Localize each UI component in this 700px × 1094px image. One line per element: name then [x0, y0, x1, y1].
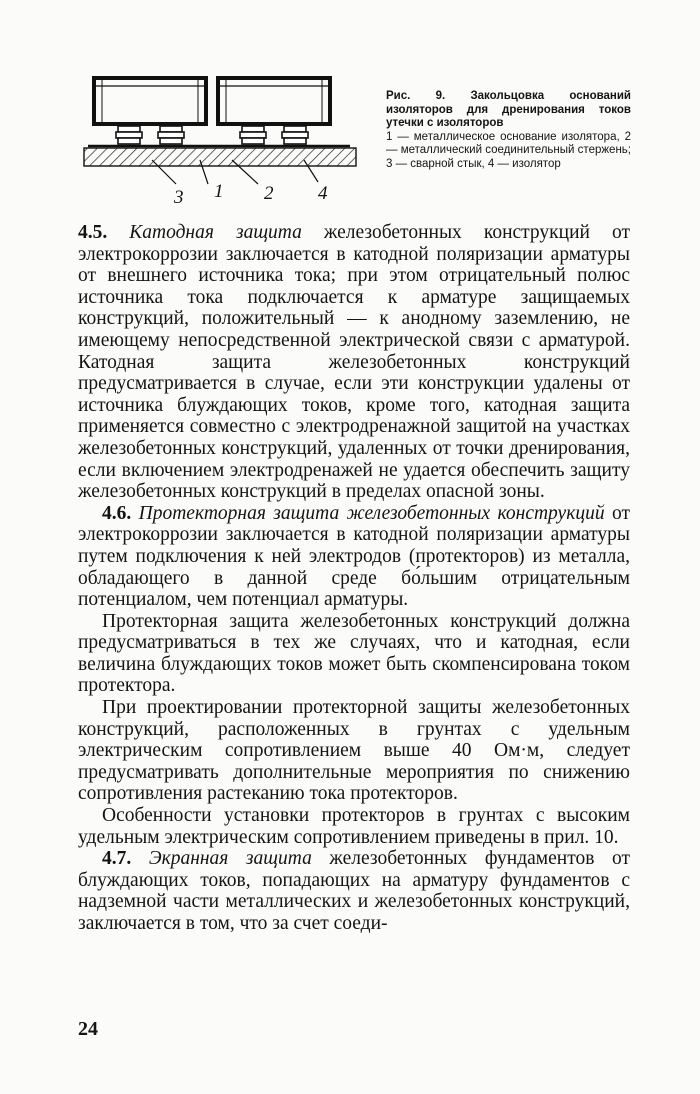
paragraph	[78, 697, 630, 805]
right-structure-block	[218, 78, 330, 124]
page-number: 24	[78, 1018, 98, 1040]
section-number: 4.6.	[102, 502, 132, 524]
paragraph-text: Особенности установки протекторов в грунтах с высоким удельным электрическим сопротивлением приведены в прил. 10.	[78, 805, 630, 848]
paragraph	[78, 611, 630, 697]
paragraph-4-6	[78, 503, 630, 611]
left-structure-block	[94, 78, 206, 124]
section-lead: Катодная защита	[107, 222, 302, 243]
paragraph-4-7	[78, 848, 630, 934]
caption-legend: 1 — металлическое основание изолятора, 2 — металлический соединительный стержень; 3 — сварной стык, 4 — изолятор	[386, 130, 631, 170]
paragraph	[78, 805, 630, 848]
section-number: 4.7.	[102, 848, 132, 870]
callout-label-3: 3	[174, 187, 184, 208]
section-lead: Протекторная защита железобетонных конструкций	[131, 502, 605, 524]
caption-title: Рис. 9. Закольцовка оснований изоляторов для дренирования токов утечки с изоляторов	[386, 90, 631, 129]
callout-label-1: 1	[214, 181, 224, 202]
callout-label-2: 2	[264, 183, 274, 204]
section-lead: Экранная защита	[131, 848, 312, 870]
callout-label-4: 4	[318, 183, 328, 204]
section-number: 4.5.	[78, 222, 108, 243]
paragraph-text: железобетонных фундаментов от блуждающих токов, попадающих на арматуру фундаментов с надземной части металлических и железобетонных конструкций, заключается в том, что за счет соеди-	[78, 848, 631, 934]
paragraph-text: железобетонных конструкций от электрокоррозии заключается в катодной поляризации арматуры от внешнего источника тока; при этом отрицательный полюс источника тока подключается к арматуре защищаемых конструкций, положительный — к анодному заземлению, не имеющему непосредственной электрической связи с арматурой. Катодная защита железобетонных конструкций предусматривается в случае, если эти конструкции удалены от источника блуждающих токов, кроме того, катодная защита применяется совместно с электродренажной защитой на участках железобетонных конструкций, удаленных от точки дренирования, если включением электродренажей не удается обеспечить защиту железобетонных конструкций в пределах опасной зоны.	[78, 222, 630, 503]
insulator-diagram	[78, 68, 378, 208]
foundation-base	[84, 148, 356, 166]
body-text	[78, 222, 630, 935]
paragraph-text: от электрокоррозии заключается в катодной поляризации арматуры путем подключения к ней электродов (протекторов) из металла, обладающего в данной среде бо́льшим отрицательным потенциалом, чем потенциал арматуры.	[78, 502, 630, 611]
paragraph-4-5	[78, 222, 630, 503]
figure-caption	[386, 90, 631, 171]
paragraph-text: При проектировании протекторной защиты железобетонных конструкций, расположенных в грунтах с удельным электрическим сопротивлением выше 40 Ом·м, следует предусматривать дополнительные мероприятия по снижению сопротивления растеканию тока протекторов.	[78, 697, 630, 805]
figure-insulator-diagram	[78, 68, 378, 208]
insulators	[116, 126, 308, 144]
paragraph-text: Протекторная защита железобетонных конструкций должна предусматриваться в тех же случаях, что и катодная, если величина блуждающих токов может быть скомпенсирована током протектора.	[78, 610, 630, 697]
